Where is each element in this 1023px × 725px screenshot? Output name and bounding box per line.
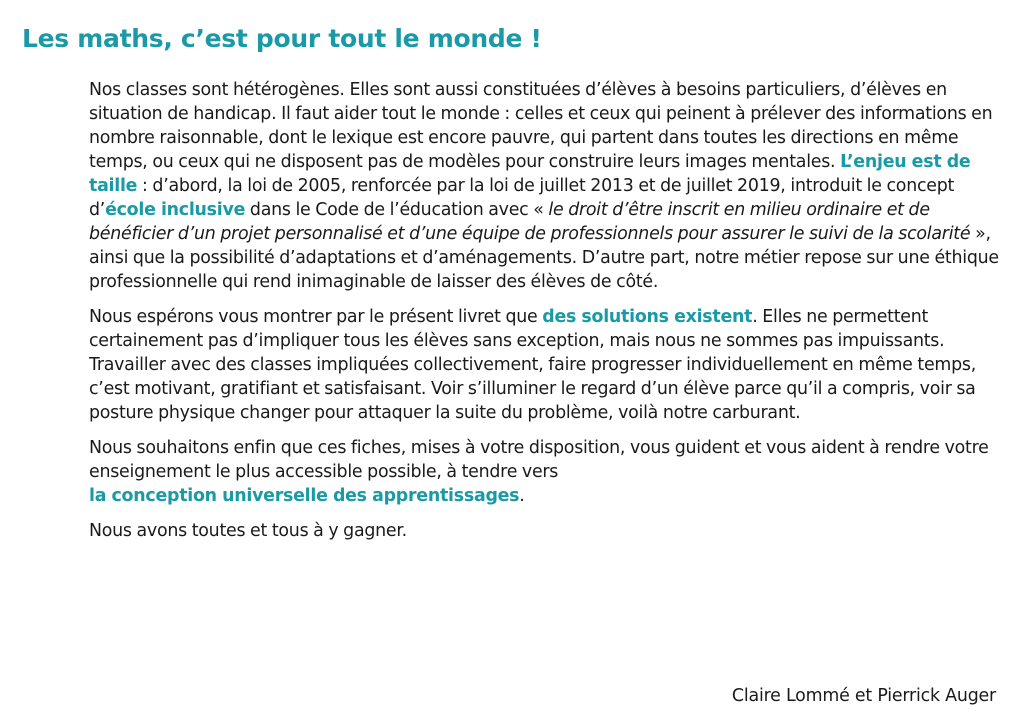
text-segment: dans le Code de l’éducation avec « <box>245 200 549 220</box>
paragraph-solutions <box>89 305 1004 425</box>
text-segment: Nous souhaitons enfin que ces fiches, mises à votre disposition, vous guident et vous aident à rendre votre enseignement le plus accessible possible, à tendre vers <box>89 438 989 482</box>
paragraph-intro <box>89 78 1004 294</box>
page-title: Les maths, c’est pour tout le monde ! <box>22 24 542 53</box>
text-segment: . <box>519 486 525 506</box>
text-segment: Nous espérons vous montrer par le présent livret que <box>89 307 543 327</box>
text-segment: . Elles ne permettent certainement pas d’impliquer tous les élèves sans exception, mais nous ne sommes pas impuissants. Travailler avec des classes impliquées collectivement, faire progresser individuellement en même temps, c’est motivant, gratifiant et satisfaisant. Voir s’illuminer le regard d’un élève parce qu’il a compris, voir sa posture physique changer pour attaquer la suite du problème, voilà notre carburant. <box>89 307 976 423</box>
highlight-conception-universelle: la conception universelle des apprentissages <box>89 486 520 506</box>
signature: Claire Lommé et Pierrick Auger <box>731 686 996 706</box>
text-segment: », ainsi que la possibilité d’adaptations et d’aménagements. D’autre part, notre métier repose sur une éthique professionnelle qui rend inimaginable de laisser des élèves de côté. <box>89 224 999 292</box>
highlight-solutions: des solutions existent <box>542 307 753 327</box>
paragraph-fiches <box>89 436 1004 508</box>
law-quote: le droit d’être inscrit en milieu ordinaire et de bénéficier d’un projet personnalisé et d’une équipe de professionnels pour assurer le suivi de la scolarité <box>89 200 971 244</box>
paragraph-closing <box>89 519 1004 543</box>
highlight-ecole-inclusive: école inclusive <box>105 200 246 220</box>
body-text <box>89 78 1004 554</box>
text-segment: Nous avons toutes et tous à y gagner. <box>89 521 407 541</box>
text-segment: : d’abord, la loi de 2005, renforcée par la loi de juillet 2013 et de juillet 2019, introduit le concept d’ <box>89 176 955 220</box>
text-segment: Nos classes sont hétérogènes. Elles sont aussi constituées d’élèves à besoins particuliers, d’élèves en situation de handicap. Il faut aider tout le monde : celles et ceux qui peinent à prélever des informations en nombre raisonnable, dont le lexique est encore pauvre, qui partent dans toutes les directions en même temps, ou ceux qui ne disposent pas de modèles pour construire leurs images mentales. <box>89 80 993 172</box>
highlight-enjeu: L’enjeu est de taille <box>89 152 971 196</box>
